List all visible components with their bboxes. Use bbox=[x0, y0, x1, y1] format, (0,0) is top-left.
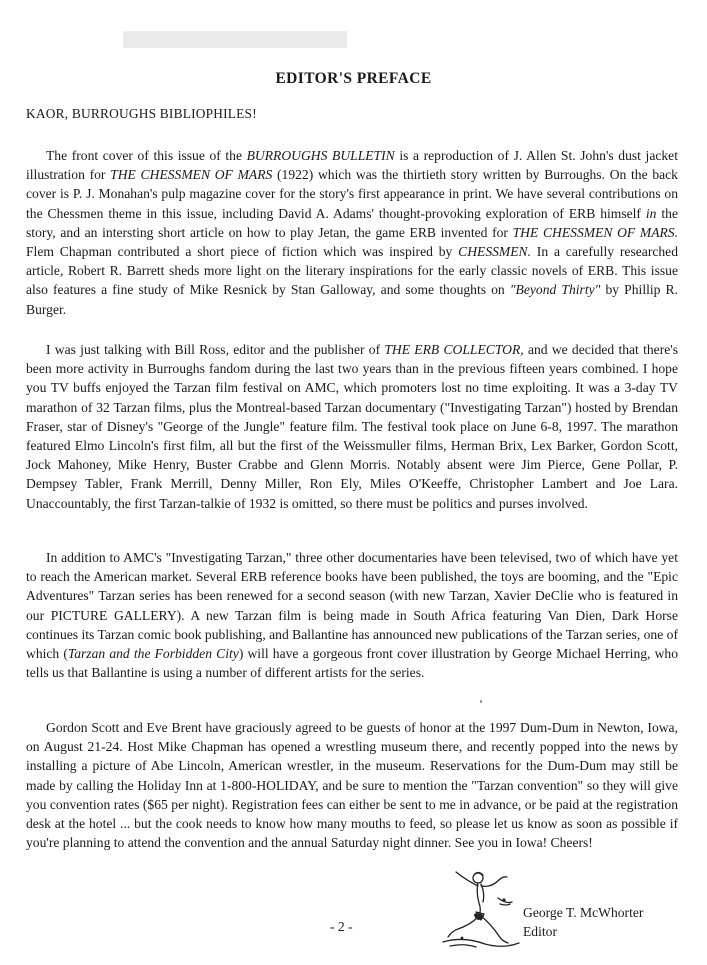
paragraph-3: In addition to AMC's "Investigating Tarzan," three other documentaries have been televised, two of which have yet to reach the American market. Several ERB reference books have been published, the toys are booming, and the "Epic Adventures" Tarzan series has been renewed for a second season (with new Tarzan, Xavier DeClie who is featured in our PICTURE GALLERY). A new Tarzan film is being made in South Africa featuring Van Dien, Dark Horse continues its Tarzan comic book publishing, and Ballantine has announced new publications of the Tarzan series, one of which (Tarzan and the Forbidden City) will have a gorgeous front cover illustration by George Michael Herring, who tells us that Ballantine is using a number of different artists for the series. bbox=[26, 550, 678, 681]
tarzan-sketch-icon bbox=[438, 868, 524, 950]
page-title: EDITOR'S PREFACE bbox=[275, 70, 432, 87]
italic-title: THE CHESSMEN OF MARS bbox=[110, 167, 273, 183]
bleed-through-text: ▬▬▬▬ bbox=[123, 0, 347, 60]
salutation: KAOR, BURROUGHS BIBLIOPHILES! bbox=[26, 106, 257, 121]
page-number: - 2 - bbox=[330, 919, 353, 934]
signature-title: Editor bbox=[523, 924, 557, 939]
signature-name: George T. McWhorter bbox=[523, 905, 644, 920]
italic-emphasis: in bbox=[645, 205, 657, 221]
italic-title: "Beyond Thirty" bbox=[509, 282, 601, 298]
paragraph-1: The front cover of this issue of the BURROUGHS BULLETIN is a reproduction of J. Allen St. John's dust jacket illustration for THE CHESSMEN OF MARS (1922) which was the thirtieth story written by Burroughs. On the back cover is P. J. Monahan's pulp magazine cover for the story's first appearance in print. We have several contributions on the Chessmen theme in this issue, including David A. Adams' thought-provoking exploration of ERB himself in the story, and an intersting short article on how to play Jetan, the game ERB invented for THE CHESSMEN OF MARS. Flem Chapman contributed a short piece of fiction which was inspired by CHESSMEN. In a carefully researched article, Robert R. Barrett sheds more light on the literary inspirations for the early classic novels of ERB. This issue also features a fine study of Mike Resnick by Stan Galloway, and some thoughts on "Beyond Thirty" by Phillip R. Burger. bbox=[26, 148, 679, 317]
italic-title: THE CHESSMEN OF MARS. bbox=[512, 224, 678, 240]
paragraph-4: Gordon Scott and Eve Brent have graciously agreed to be guests of honor at the 1997 Dum-Dum in Newton, Iowa, on August 21-24. Host Mike Chapman has opened a wrestling museum there, and recently popped into the news by installing a picture of Abe Lincoln, American wrestler, in the museum. Reservations for the Dum-Dum may still be made by calling the Holiday Inn at 1-800-HOLIDAY, and be sure to mention the "Tarzan convention" so they will give you convention rates ($65 per night). Registration fees can either be sent to me in advance, or be paid at the registration desk at the hotel ... but the cook needs to know how many mouths to feed, so please let us know as soon as possible if you're planning to attend the convention and the annual Saturday night dinner. See you in Iowa! Cheers! bbox=[26, 720, 678, 851]
paragraph-2: I was just talking with Bill Ross, editor and the publisher of THE ERB COLLECTOR, and we decided that there's been more activity in Burroughs fandom during the last two years than in the previous fifteen years combined. I hope you TV buffs enjoyed the Tarzan film festival on AMC, which promoters lost no time exploiting. It was a 3-day TV marathon of 32 Tarzan films, plus the Montreal-based Tarzan documentary ("Investigating Tarzan") hosted by Brendan Fraser, star of Disney's "George of the Jungle" feature film. The festival took place on June 6-8, 1997. The marathon featured Elmo Lincoln's first film, all but the first of the Weissmuller films, Herman Brix, Lex Barker, Gordon Scott, Jock Mahoney, Mike Henry, Buster Crabbe and Glenn Morris. Notably absent were Jim Pierce, Gene Pollar, P. Dempsey Tabler, Frank Merrill, Denny Miller, Ron Ely, Miles O'Keeffe, Christopher Lambert and Joe Lara. Unaccountably, the first Tarzan-talkie of 1932 is omitted, so there must be politics and purses involved. bbox=[26, 342, 678, 511]
italic-title: BURROUGHS BULLETIN bbox=[246, 148, 395, 163]
italic-title: THE ERB COLLECTOR, bbox=[384, 342, 524, 357]
print-speck bbox=[480, 700, 482, 703]
italic-title: CHESSMEN. bbox=[458, 244, 531, 260]
italic-title: Tarzan and the Forbidden City bbox=[67, 646, 239, 662]
